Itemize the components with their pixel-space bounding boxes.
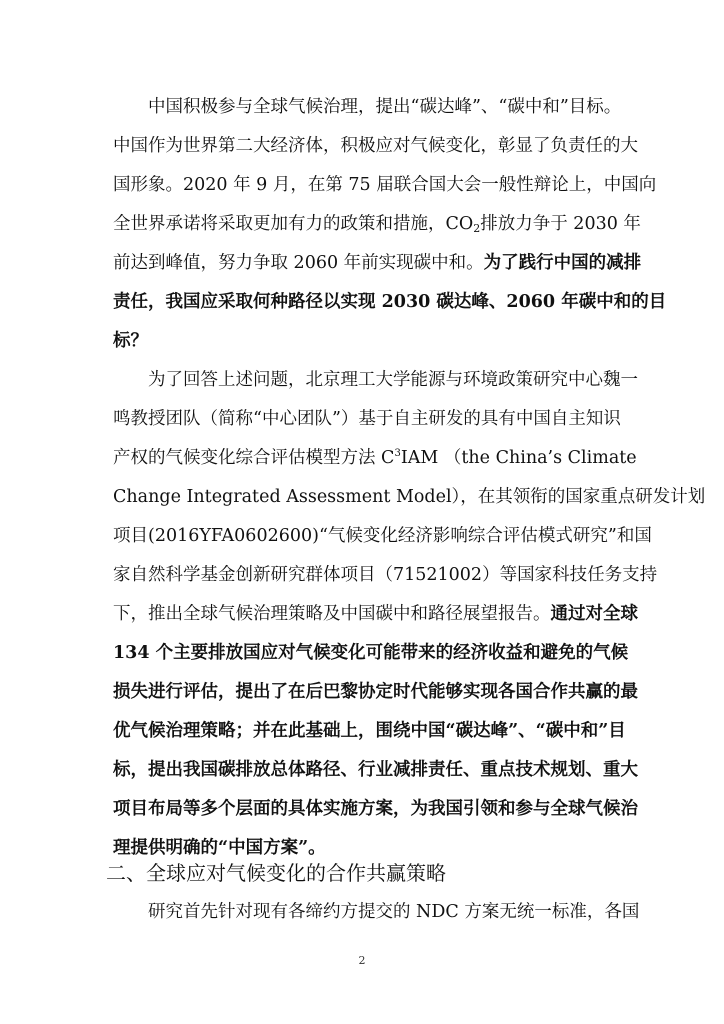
superscript: 3 [394, 448, 401, 459]
text-line: 研究首先针对现有各缔约方提交的 NDC 方案无统一标准，各国 [148, 902, 640, 922]
text-line: 国形象。2020 年 9 月，在第 75 届联合国大会一般性辩论上，中国向 [113, 175, 657, 195]
text-line [113, 209, 641, 239]
page-number: 2 [358, 954, 366, 967]
text-line: 家自然科学基金创新研究群体项目（71521002）等国家科技任务支持 [113, 565, 658, 585]
text-line: 中国作为世界第二大经济体，积极应对气候变化，彰显了负责任的大 [113, 136, 638, 156]
bold-line: 优气候治理策略；并在此基础上，围绕中国“碳达峰”、“碳中和”目 [113, 721, 626, 741]
text-span: 产权的气候变化综合评估模型方法 C [113, 448, 395, 468]
text-span: 下，推出全球气候治理策略及中国碳中和路径展望报告。 [113, 604, 551, 624]
bold-line: 标，提出我国碳排放总体路径、行业减排责任、重点技术规划、重大 [113, 760, 638, 780]
bold-text: 通过对全球 [550, 604, 638, 624]
bold-line: 标？ [113, 331, 148, 351]
bold-line: 理提供明确的“中国方案”。 [113, 838, 326, 858]
text-line: 中国积极参与全球气候治理，提出“碳达峰”、“碳中和”目标。 [148, 97, 622, 117]
bold-line: 损失进行评估，提出了在后巴黎协定时代能够实现各国合作共赢的最 [113, 682, 638, 702]
text-line: Change Integrated Assessment Model），在其领衔的国家重点研发计划 [113, 487, 706, 507]
text-line [113, 248, 642, 278]
text-line: 项目(2016YFA0602600)“气候变化经济影响综合评估模式研究”和国 [113, 526, 652, 546]
bold-text: 为了践行中国的减排 [483, 253, 642, 273]
text-span: 排放力争于 2030 年 [480, 214, 641, 234]
text-line: 鸣教授团队（简称“中心团队”）基于自主研发的具有中国自主知识 [113, 409, 621, 429]
text-line: 为了回答上述问题，北京理工大学能源与环境政策研究中心魏一 [148, 370, 638, 390]
subscript: 2 [473, 222, 481, 235]
text-span: 前达到峰值，努力争取 2060 年前实现碳中和。 [113, 253, 484, 273]
bold-line: 项目布局等多个层面的具体实施方案，为我国引领和参与全球气候治 [113, 799, 638, 819]
text-span: 全世界承诺将采取更加有力的政策和措施，CO [113, 214, 474, 234]
text-span: IAM （the China’s Climate [400, 448, 637, 468]
text-line [113, 443, 637, 473]
section-heading: 二、全球应对气候变化的合作共赢策略 [106, 861, 446, 885]
bold-line: 责任，我国应采取何种路径以实现 2030 碳达峰、2060 年碳中和的目 [113, 292, 667, 312]
bold-line: 134 个主要排放国应对气候变化可能带来的经济收益和避免的气候 [113, 643, 629, 663]
text-line [113, 599, 638, 629]
